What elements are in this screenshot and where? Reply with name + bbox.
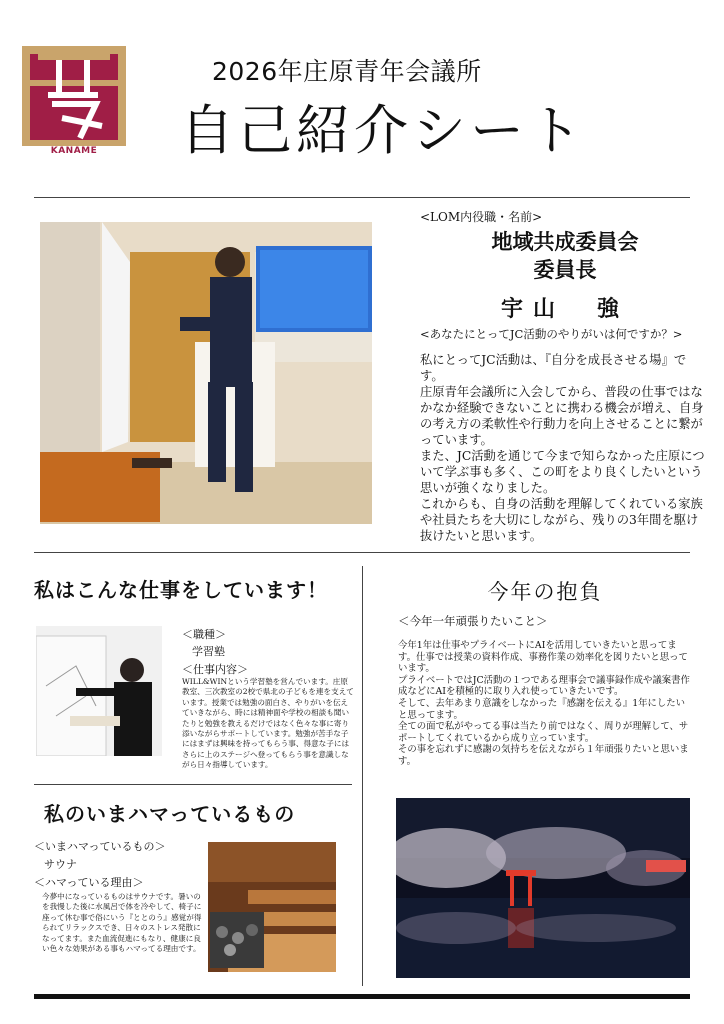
goal-paragraph: 全ての面で私がやってる事は当たり前ではなく、周りが理解して、サポートしてくれているから成り立っています。 <box>398 721 689 744</box>
work-type-label: ＜職種＞ <box>182 628 226 641</box>
position-title: 委員長 <box>533 257 597 282</box>
answer-paragraph: 庄原青年会議所に入会してから、普段の仕事ではなかなか経験できないことに携わる機会が増え、自身の考え方の柔軟性や行動力を向上させることに繋がっています。 <box>420 385 704 447</box>
work-content-text: WILL&WINという学習塾を営んでいます。庄原教室、三次教室の2校で県北の子どもを連を支えています。授業では勉強の面白さ、やりがいを伝えていきながら、時には精神面や学校の相談も聞いたりと勉強を教えるだけではなく色々な事に寄り添いながらサポートしています。勉強が苦手な子にはまずは興味を持ってもらう事、得意な子にはさらに上のステージへ登ってもらう事を意識しながら日々指導しています。 <box>182 677 354 770</box>
goal-label: ＜今年一年頑張りたいこと＞ <box>398 614 548 628</box>
goal-paragraph: その事を忘れずに感謝の気持ちを伝えながら１年頑張りたいと思います。 <box>398 744 689 767</box>
answer-paragraph: また、JC活動を通じて今まで知らなかった庄原について学ぶ事も多く、この町をより良くしたいという思いが強くなりました。 <box>420 449 705 495</box>
kaname-logo <box>22 46 126 160</box>
goal-paragraph: プライベートではJC活動の１つである理事会で議事録作成や議案書作成などにAIを積極的に取り入れ使っていきたいです。 <box>398 674 690 698</box>
kaname-logo-mark <box>22 46 126 146</box>
work-content-label: ＜仕事内容＞ <box>182 663 248 676</box>
page-title: 自己紹介シート <box>180 99 586 162</box>
footer-bar <box>34 994 690 999</box>
night-scene-photo <box>396 798 690 978</box>
question-label: <あなたにとってJC活動のやりがいは何ですか？> <box>420 327 683 341</box>
goal-paragraph: そして、去年あまり意識をしなかった『感謝を伝える』1年にしたいと思ってます。 <box>398 697 686 721</box>
portrait-photo <box>40 222 372 524</box>
hobby-reason-label: ＜ハマっている理由＞ <box>34 876 144 889</box>
work-divider <box>34 784 352 785</box>
work-type-value: 学習塾 <box>192 645 225 658</box>
column-divider <box>362 566 363 986</box>
committee-info <box>420 228 710 284</box>
header-year-line: 2026年庄原青年会議所 <box>212 57 482 86</box>
hobby-info <box>34 838 204 954</box>
hobby-section-title: 私のいまハマっているもの <box>44 802 296 826</box>
work-section-title: 私はこんな仕事をしています！ <box>34 578 328 602</box>
goal-paragraph: 今年1年は仕事やプライベートにAIを活用していきたいと思ってます。仕事では授業の資料作成、事務作業の効率化を図りたいと思っています。 <box>398 640 688 675</box>
header-divider <box>34 197 690 198</box>
answer-paragraph: これからも、自身の活動を理解してくれている家族や社員たちを大切にしながら、残りの3年間を駆け抜けたいと思います。 <box>420 497 703 543</box>
logo-name: KANAME <box>50 146 98 156</box>
member-name: 宇山 強 <box>500 296 629 322</box>
section-divider <box>34 552 690 553</box>
goal-text <box>398 640 694 768</box>
goal-section-title: 今年の抱負 <box>487 580 603 604</box>
answer-paragraph: 私にとってJC活動は、『自分を成長させる場』です。 <box>420 353 687 383</box>
lom-label: <LOM内役職・名前> <box>420 210 543 224</box>
work-photo <box>36 626 162 756</box>
sauna-photo <box>208 842 336 972</box>
intro-answer <box>420 352 708 544</box>
work-info <box>182 626 354 771</box>
hobby-item-value: サウナ <box>44 858 77 871</box>
hobby-reason-text: 今夢中になっているものはサウナです。暑いのを我慢した後に水風呂で体を冷やして、椅子に座って休む事で俗にいう『ととのう』感覚が得られてリラックスでき、日々のストレス発散になってます。また血流促進にもなり、健康に良い色々な効果がある事もハマってる理由です。 <box>42 892 202 954</box>
committee-name: 地域共成委員会 <box>491 229 639 254</box>
hobby-item-label: ＜いまハマっているもの＞ <box>34 840 166 853</box>
